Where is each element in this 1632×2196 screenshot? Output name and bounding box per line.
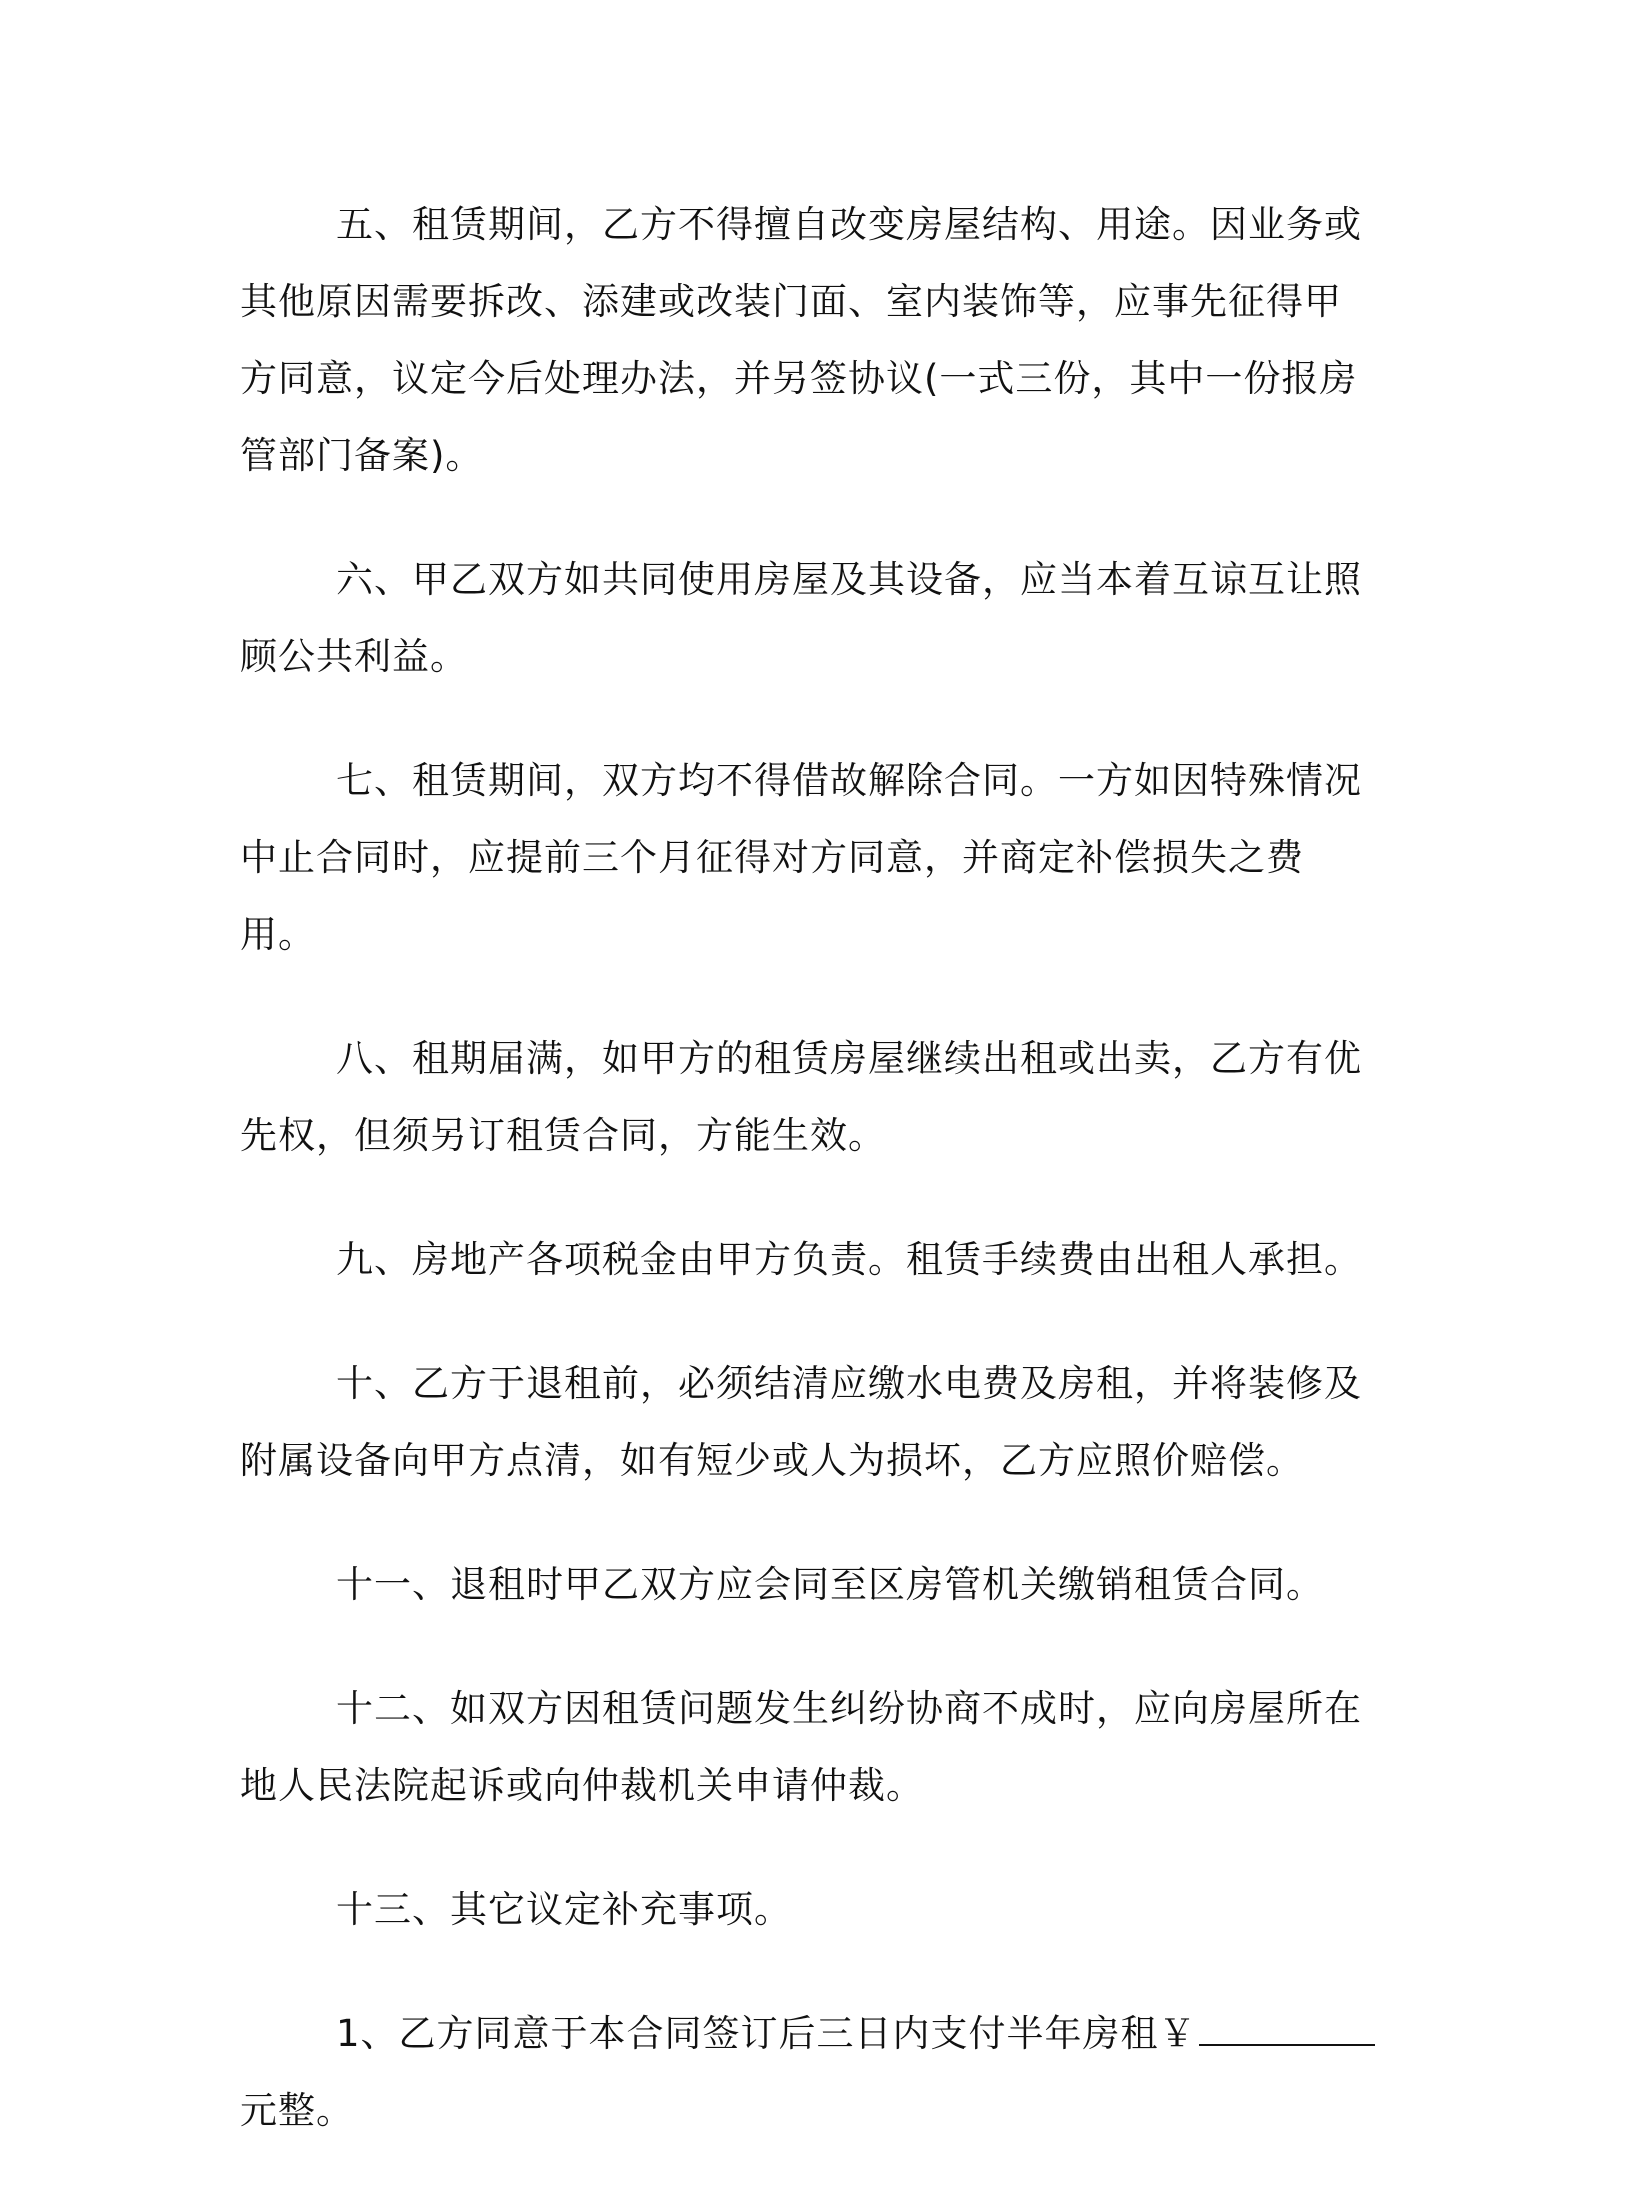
clause-10: 十、乙方于退租前，必须结清应缴水电费及房租，并将装修及附属设备向甲方点清，如有短少或人为损坏，乙方应照价赔偿。 [240,1362,1362,1482]
contract-body [240,186,1376,2196]
clause-8: 八、租期届满，如甲方的租赁房屋继续出租或出卖，乙方有优先权，但须另订租赁合同，方能生效。 [240,1037,1362,1157]
rent-amount-blank [1199,2014,1375,2046]
supplement-item-1-text: 1、乙方同意于本合同签订后三日内支付半年房租￥ [336,2012,1197,2055]
clause-13: 十三、其它议定补充事项。 [336,1888,792,1931]
clause-9: 九、房地产各项税金由甲方负责。租赁手续费由出租人承担。 [336,1238,1362,1281]
clause-7: 七、租赁期间，双方均不得借故解除合同。一方如因特殊情况中止合同时，应提前三个月征得对方同意，并商定补偿损失之费用。 [240,759,1362,956]
clause-5: 五、租赁期间，乙方不得擅自改变房屋结构、用途。因业务或其他原因需要拆改、添建或改装门面、室内装饰等，应事先征得甲方同意，议定今后处理办法，并另签协议(一式三份，其中一份报房管部门备案)。 [240,203,1362,477]
supplement-item-1 [240,1995,1376,2149]
clause-12: 十二、如双方因租赁问题发生纠纷协商不成时，应向房屋所在地人民法院起诉或向仲裁机关申请仲裁。 [240,1687,1362,1807]
supplement-item-1-suffix: 元整。 [240,2089,354,2132]
clause-6: 六、甲乙双方如共同使用房屋及其设备，应当本着互谅互让照顾公共利益。 [240,558,1362,678]
clause-11: 十一、退租时甲乙双方应会同至区房管机关缴销租赁合同。 [336,1563,1324,1606]
